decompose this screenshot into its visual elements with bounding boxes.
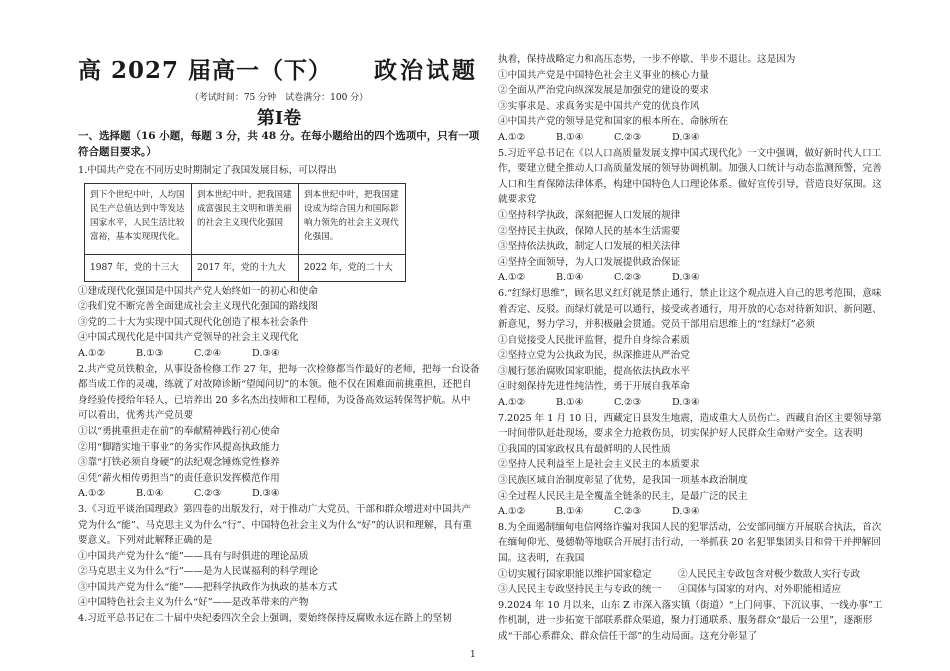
option-2: ②坚持立党为公执政为民，纵深推进从严治党 bbox=[498, 350, 690, 362]
answer-d: D.③④ bbox=[252, 347, 280, 359]
answer-d: D.③④ bbox=[252, 488, 280, 500]
option-3: ③民族区域自治制度彰显了优势，是我国一项基本政治制度 bbox=[498, 475, 748, 487]
question-8 bbox=[498, 520, 890, 598]
question-stem: 7.2025 年 1 月 10 日，西藏定日县发生地震，造成重大人员伤亡。西藏自治区主要领导第一时间带队赶赴现场，要求全力抢救伤员，切实保护好人民群众生命财产安全。这表明 bbox=[498, 412, 882, 440]
answer-d: D.③④ bbox=[672, 397, 700, 409]
answer-c: C.②④ bbox=[194, 347, 222, 359]
left-column bbox=[78, 163, 480, 627]
question-stem: 6.“红绿灯思维”，顾名思义红灯就是禁止通行，禁止让这个观点进入自己的思考范围，意味着否定、反驳。而绿灯就是可以通行，接受或者通行，用开放的心态对待新知识、新问题、新意见，努力学习，并积极融会贯通。党员干部用启思维上的“红绿灯”必须 bbox=[498, 287, 882, 331]
question-4-continued bbox=[498, 52, 890, 146]
answer-a: A.①② bbox=[498, 272, 526, 284]
answer-c: C.②③ bbox=[194, 488, 222, 500]
question-9 bbox=[498, 598, 890, 645]
answer-c: C.②③ bbox=[614, 397, 642, 409]
option-4: ④中国共产党的领导是党和国家的根本所在、命脉所在 bbox=[498, 116, 729, 128]
option-3: ③党的二十大为实现中国式现代化创造了根本社会条件 bbox=[78, 316, 309, 328]
header bbox=[78, 52, 480, 88]
answer-c: C.②③ bbox=[614, 506, 642, 518]
question-stem: 5.习近平总书记在《以人口高质量发展支撑中国式现代化》一文中强调，做好新时代人口工作，要建立健全推动人口高质量发展的领导协调机制。加强人口统计与动态监测预警，完善人口和生育保障法律体系，构建中国特色人口理论体系。做好宣传引导，营造良好氛围。这就要求党 bbox=[498, 147, 882, 206]
goals-table bbox=[84, 183, 406, 282]
table-cell: 到下个世纪中叶，人均国民生产总值达到中等发达国家水平，人民生活比较富裕，基本实现现代化。 bbox=[85, 183, 192, 254]
answer-choices bbox=[498, 395, 890, 411]
option-4: ④中国式现代化是中国共产党领导的社会主义现代化 bbox=[78, 332, 299, 344]
question-stem: 9.2024 年 10 月以来，山东 Z 市深入落实镇（街道）“上门问事、下沉议事、一线办事”工作机制，进一步拓宽干部联系群众渠道，聚力打通联系、服务群众“最后一公里”，逐渐形成“干部心系群众、群众信任干部”的生动局面。这充分彰显了 bbox=[498, 599, 883, 642]
answer-d: D.③④ bbox=[672, 131, 700, 143]
option-1: ①坚持科学执政，深刻把握人口发展的规律 bbox=[498, 209, 681, 221]
answer-a: A.①② bbox=[498, 131, 526, 143]
question-stem: 执着，保持战略定力和高压态势，一步不停歇、半步不退让。这是因为 bbox=[498, 54, 796, 65]
answer-choices bbox=[78, 486, 480, 502]
option-2: ②坚持民主执政，保障人民的基本生活需要 bbox=[498, 225, 681, 237]
table-cell: 2017 年，党的十九大 bbox=[192, 254, 299, 281]
answer-b: B.①④ bbox=[556, 272, 584, 284]
option-2: ②人民民主专政包含对极少数敌人实行专政 bbox=[678, 568, 861, 580]
page-number: 1 bbox=[470, 650, 476, 660]
answer-choices bbox=[498, 130, 890, 146]
question-6 bbox=[498, 286, 890, 411]
question-1 bbox=[78, 163, 480, 362]
exam-title: 高 2027 届高一（下） bbox=[78, 57, 333, 84]
option-3: ③坚持依法执政，制定人口发展的相关法律 bbox=[498, 241, 681, 253]
answer-a: A.①② bbox=[498, 397, 526, 409]
option-4: ④时刻保持先进性纯洁性，勇于开展自我革命 bbox=[498, 381, 690, 393]
part-title: 第Ⅰ卷 bbox=[256, 108, 302, 129]
option-1: ①以“勇挑重担走在前”的奉献精神践行初心使命 bbox=[78, 425, 280, 437]
table-cell: 到本世纪中叶，把我国建设成为综合国力和国际影响力领先的社会主义现代化强国。 bbox=[299, 183, 406, 254]
answer-choices bbox=[498, 270, 890, 286]
answer-b: B.①④ bbox=[556, 506, 584, 518]
option-3: ③靠“打铁必须自身硬”的法纪观念锤炼党性修养 bbox=[78, 457, 280, 469]
option-3: ③中国共产党为什么“能”——把科学执政作为执政的基本方式 bbox=[78, 581, 338, 593]
answer-d: D.③④ bbox=[672, 506, 700, 518]
option-3: ③实事求是、求真务实是中国共产党的优良作风 bbox=[498, 100, 700, 112]
option-4: ④全过程人民民主是全覆盖全链条的民主，是最广泛的民主 bbox=[498, 490, 748, 502]
option-4: ④中国特色社会主义为什么“好”——是改革带来的产物 bbox=[78, 597, 309, 609]
option-2: ②坚持人民利益至上是社会主义民主的本质要求 bbox=[498, 459, 700, 471]
table-cell: 2022 年，党的二十大 bbox=[299, 254, 406, 281]
answer-b: B.①④ bbox=[556, 397, 584, 409]
option-1: ①中国共产党是中国特色社会主义事业的核心力量 bbox=[498, 69, 710, 81]
option-1: ①中国共产党为什么“能”——具有与时俱进的理论品质 bbox=[78, 550, 309, 562]
answer-d: D.③④ bbox=[672, 272, 700, 284]
answer-a: A.①② bbox=[78, 347, 106, 359]
question-3 bbox=[78, 502, 480, 611]
question-stem: 2.共产党员铁粮金，从事设备检修工作 27 年，把每一次检修都当作最好的老师，把每一台设备都当成工作的灵魂，练就了对故障诊断“望闻问切”的本领。他不仅在困难面前挑重担，还把自身经验传授给年轻人，已培养出 20 多名杰出技师和工程师，为设备高效运转保驾护航。从中可以看出，优秀共产党员要 bbox=[78, 363, 480, 422]
option-3: ③人民民主专政坚持民主与专政的统一 bbox=[498, 584, 662, 596]
option-1: ①切实履行国家职能以维护国家稳定 bbox=[498, 568, 652, 580]
option-2: ②用“脚踏实地干事业”的务实作风提高执政能力 bbox=[78, 441, 280, 453]
option-2: ②我们党不断完善全面建成社会主义现代化强国的路线图 bbox=[78, 301, 318, 313]
option-4: ④凭“薪火相传勇担当”的责任意识发挥模范作用 bbox=[78, 472, 280, 484]
question-stem: 8.为全面遏制缅甸电信网络诈骗对我国人民的犯罪活动，公安部同缅方开展联合执法，首次在缅甸仰光、曼德勒等地联合开展打击行动，一举抓获 20 名犯罪集团头目和骨干并押解回国。这表明，在我国 bbox=[498, 521, 882, 564]
option-2: ②全面从严治党向纵深发展是加强党的建设的要求 bbox=[498, 85, 710, 97]
option-1: ①建成现代化强国是中国共产党人始终如一的初心和使命 bbox=[78, 285, 318, 297]
answer-a: A.①② bbox=[78, 488, 106, 500]
answer-b: B.①④ bbox=[136, 488, 164, 500]
answer-a: A.①② bbox=[498, 506, 526, 518]
answer-c: C.②③ bbox=[614, 131, 642, 143]
option-4: ④国体与国家的对内、对外职能相适应 bbox=[678, 584, 842, 596]
question-5 bbox=[498, 146, 890, 286]
option-4: ④坚持全面领导，为人口发展提供政治保证 bbox=[498, 256, 681, 268]
option-3: ③履行惩治腐败国家职能，提高依法执政水平 bbox=[498, 365, 690, 377]
question-stem: 1.中国共产党在不同历史时期制定了我国发展目标，可以得出 bbox=[78, 165, 337, 176]
table-cell: 到本世纪中叶，把我国建成富强民主文明和谐美丽的社会主义现代化强国 bbox=[192, 183, 299, 254]
section-heading: 一、选择题（16 小题，每题 3 分，共 48 分。在每小题给出的四个选项中，只有一项符合题目要求。） bbox=[78, 130, 480, 158]
question-4 bbox=[78, 611, 480, 627]
question-stem: 3.《习近平谈治国理政》第四卷的出版发行，对于推动广大党员、干部和群众增进对中国共产党为什么“能”、马克思主义为什么“行”、中国特色社会主义为什么“好”的认识和理解，具有重要意义。下列对此解释正确的是 bbox=[78, 503, 472, 547]
answer-choices bbox=[498, 504, 890, 520]
subject-title: 政治试题 bbox=[374, 57, 478, 84]
question-stem: 4.习近平总书记在二十届中央纪委四次全会上强调，要始终保持反腐败永远在路上的坚韧 bbox=[78, 613, 452, 625]
exam-info: （考试时间：75 分钟 试卷满分：100 分） bbox=[189, 93, 369, 103]
option-grid bbox=[498, 567, 890, 598]
question-2 bbox=[78, 362, 480, 502]
option-1: ①自觉接受人民批评监督，提升自身综合素质 bbox=[498, 334, 690, 346]
answer-choices bbox=[78, 346, 480, 362]
right-column bbox=[498, 52, 890, 645]
answer-b: B.①④ bbox=[556, 131, 584, 143]
table-cell: 1987 年，党的十三大 bbox=[85, 254, 192, 281]
answer-b: B.①③ bbox=[136, 347, 164, 359]
answer-c: C.②③ bbox=[614, 272, 642, 284]
option-1: ①我国的国家政权具有最鲜明的人民性质 bbox=[498, 443, 671, 455]
option-2: ②马克思主义为什么“行”——是为人民谋福利的科学理论 bbox=[78, 566, 319, 578]
question-7 bbox=[498, 411, 890, 520]
